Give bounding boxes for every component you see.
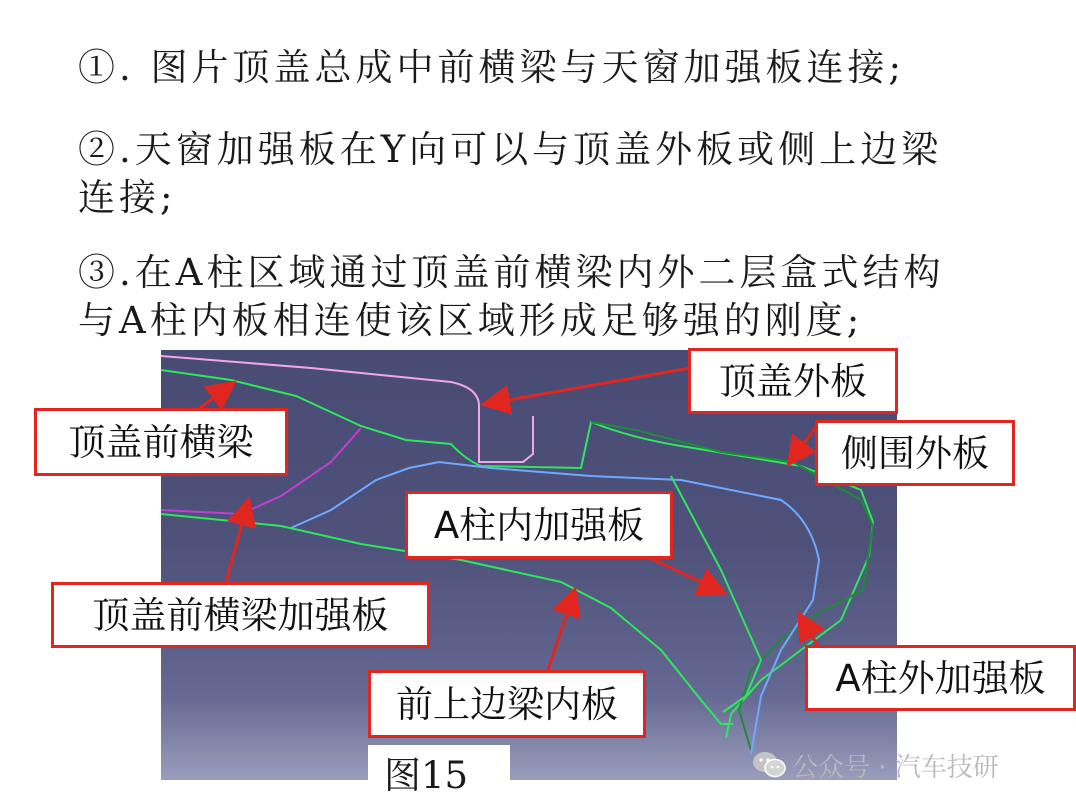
arrow-front-cross	[200, 384, 232, 408]
label-front-cross-reinf: 顶盖前横梁加强板	[51, 582, 430, 648]
label-roof-outer: 顶盖外板	[688, 348, 898, 414]
label-side-outer: 侧围外板	[815, 420, 1015, 486]
paragraph-2-line-2: 连接;	[78, 176, 177, 219]
arrow-a-outer	[800, 616, 818, 646]
paragraph-3-line-2: 与A柱内板相连使该区域形成足够强的刚度;	[78, 299, 864, 342]
label-front-rail-inner: 前上边梁内板	[368, 670, 646, 738]
arrow-a-inner	[650, 558, 722, 592]
paragraph-3-line-1: ③.在A柱区域通过顶盖前横梁内外二层盒式结构	[78, 251, 945, 294]
watermark-text: 公众号 · 汽车技研	[792, 752, 999, 783]
arrow-front-cross-reinf	[226, 502, 248, 582]
paragraph-2-line-1: ②.天窗加强板在Y向可以与顶盖外板或侧上边梁	[78, 128, 943, 171]
figure-caption: 图15	[368, 745, 510, 807]
paragraph-1-text: ①. 图片顶盖总成中前横梁与天窗加强板连接;	[78, 46, 905, 89]
wechat-icon	[752, 750, 786, 780]
label-front-cross: 顶盖前横梁	[34, 408, 288, 476]
label-a-pillar-outer: A柱外加强板	[805, 645, 1076, 711]
arrow-rail-inner	[548, 592, 574, 670]
arrow-side-outer	[790, 424, 818, 462]
label-a-pillar-inner: A柱内加强板	[405, 491, 673, 559]
arrow-roof-outer	[486, 368, 690, 404]
watermark	[752, 748, 999, 782]
